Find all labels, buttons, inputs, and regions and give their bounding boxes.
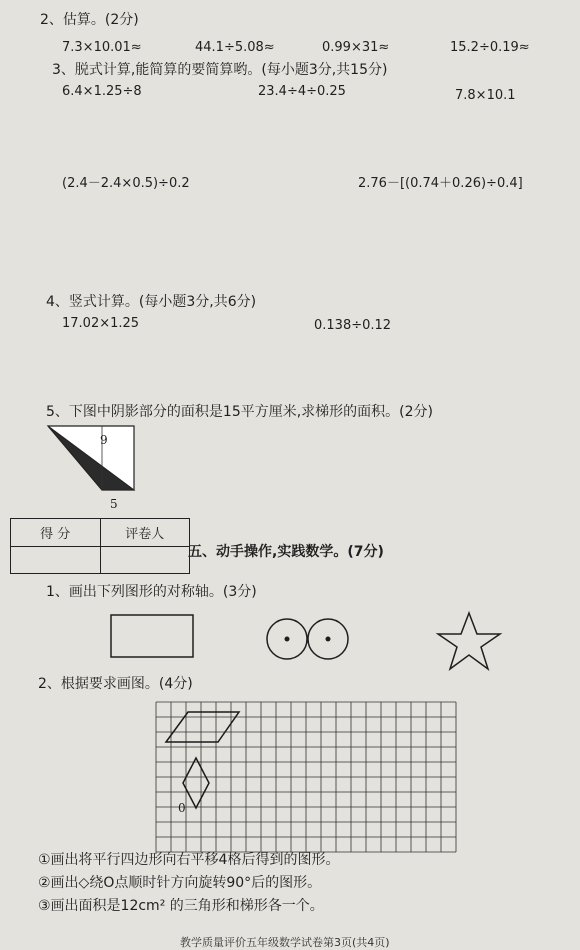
section5-title: 五、动手操作,实践数学。(7分) xyxy=(188,544,384,560)
q4-item-1: 17.02×1.25 xyxy=(62,316,140,331)
rectangle-figure xyxy=(108,612,198,662)
q4-item-2: 0.138÷0.12 xyxy=(314,318,392,333)
trapezoid-figure xyxy=(44,420,144,500)
page-footer: 教学质量评价五年级数学试卷第3页(共4页) xyxy=(180,936,390,949)
label-base: 5 xyxy=(110,497,118,511)
point-o-label: 0 xyxy=(178,801,186,815)
section5-sub2: 2、根据要求画图。(4分) xyxy=(38,676,193,692)
q3-item-5: 2.76－[(0.74＋0.26)÷0.4] xyxy=(358,176,523,191)
q3-heading: 3、脱式计算,能简算的要简算哟。(每小题3分,共15分) xyxy=(52,62,388,78)
star-figure xyxy=(436,610,506,676)
q5-heading: 5、下图中阴影部分的面积是15平方厘米,求梯形的面积。(2分) xyxy=(46,404,434,420)
score-label: 得 分 xyxy=(11,519,101,547)
instruction-2: ②画出◇绕O点顺时针方向旋转90°后的图形。 xyxy=(38,875,322,891)
q2-heading: 2、估算。(2分) xyxy=(40,12,139,28)
grid-shapes xyxy=(154,700,474,860)
grader-label: 评卷人 xyxy=(100,519,190,547)
grader-cell[interactable] xyxy=(100,546,190,574)
q4-heading: 4、竖式计算。(每小题3分,共6分) xyxy=(46,294,257,310)
q3-item-1: 6.4×1.25÷8 xyxy=(62,84,142,99)
score-cell[interactable] xyxy=(11,546,101,574)
score-box xyxy=(10,518,190,574)
q2-item-2: 44.1÷5.08≈ xyxy=(195,40,275,55)
instruction-3: ③画出面积是12cm² 的三角形和梯形各一个。 xyxy=(38,898,324,914)
label-height: 9 xyxy=(100,433,108,447)
two-circles-figure xyxy=(266,616,356,666)
q2-item-1: 7.3×10.01≈ xyxy=(62,40,142,55)
q3-item-2: 23.4÷4÷0.25 xyxy=(258,84,346,99)
q2-item-3: 0.99×31≈ xyxy=(322,40,390,55)
q3-item-3: 7.8×10.1 xyxy=(455,88,516,103)
instruction-1: ①画出将平行四边形向右平移4格后得到的图形。 xyxy=(38,852,340,868)
q2-item-4: 15.2÷0.19≈ xyxy=(450,40,530,55)
q3-item-4: (2.4－2.4×0.5)÷0.2 xyxy=(62,176,190,191)
section5-sub1: 1、画出下列图形的对称轴。(3分) xyxy=(46,584,257,600)
